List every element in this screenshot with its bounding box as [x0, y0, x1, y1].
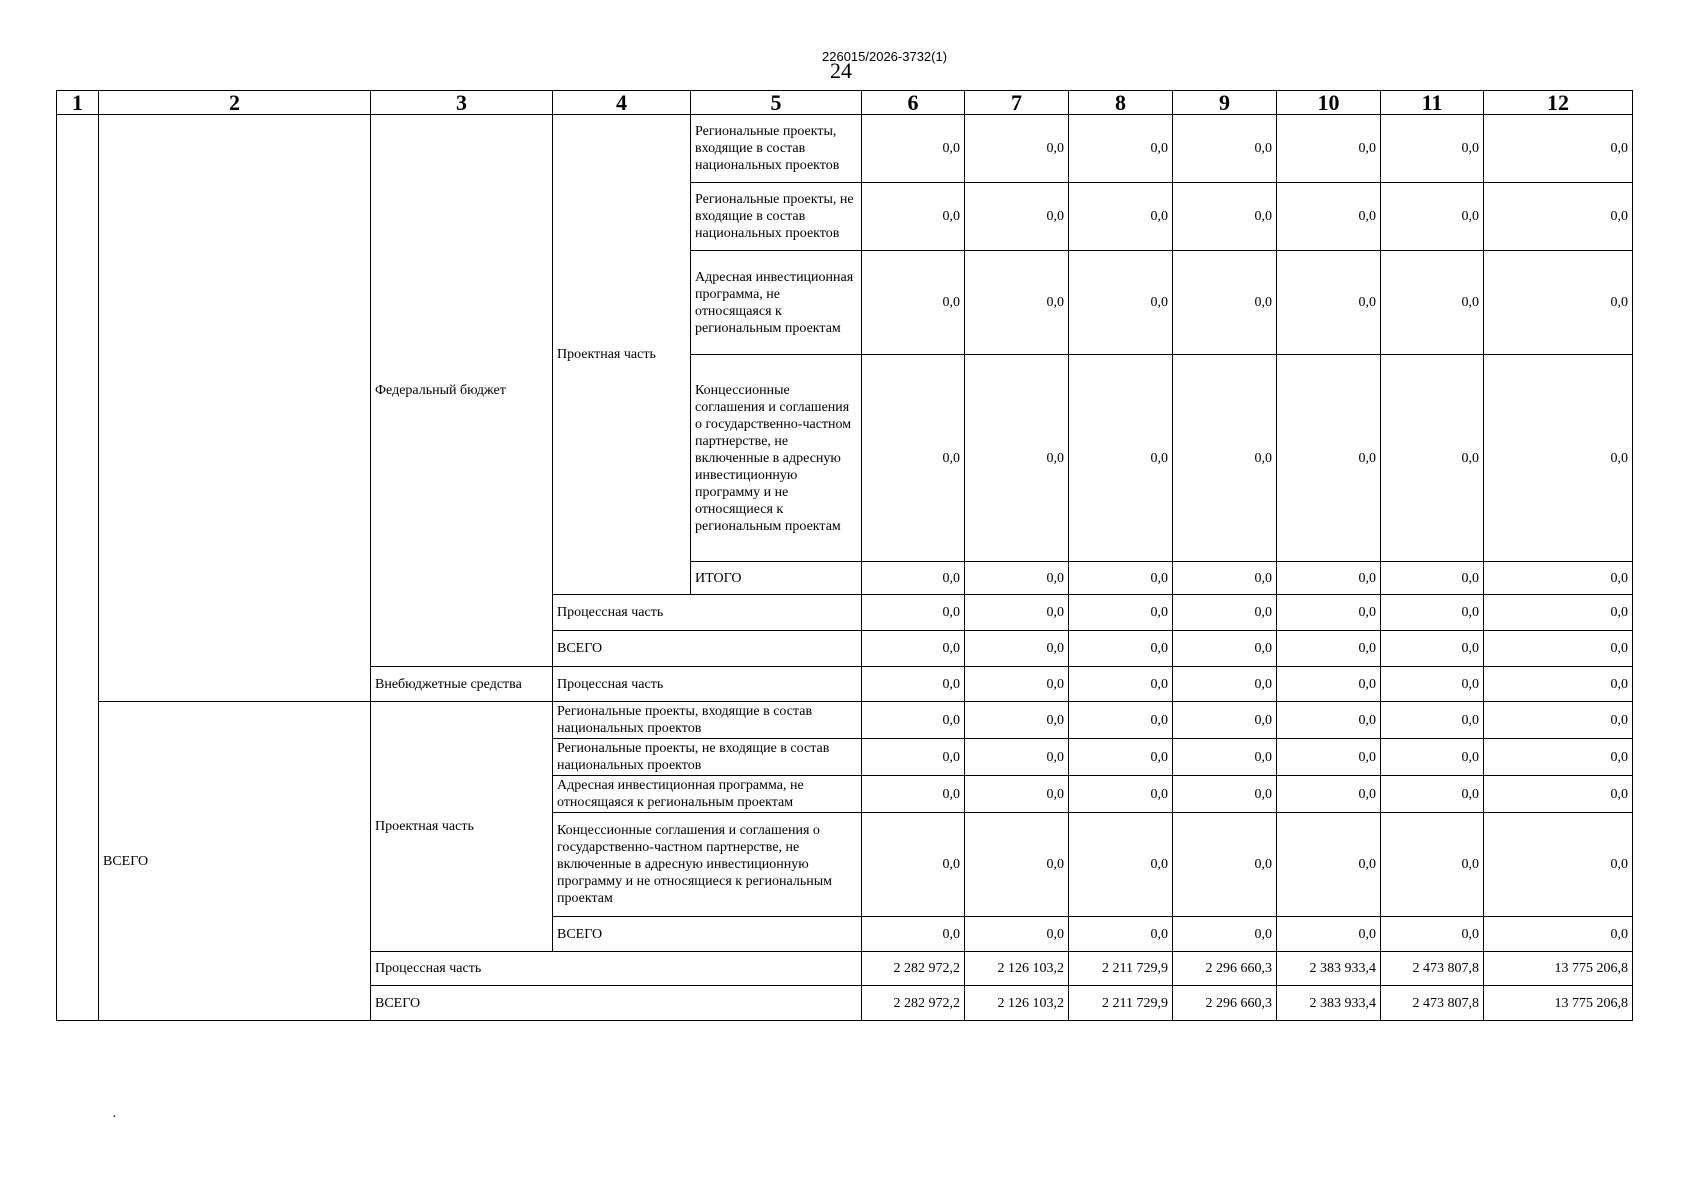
value-cell: 0,0 — [1484, 917, 1633, 952]
fed-project-item-2: Региональные проекты, не входящие в состав национальных проектов — [691, 183, 862, 251]
column-header: 10 — [1277, 91, 1381, 115]
value-cell: 2 126 103,2 — [965, 952, 1069, 986]
program-cell — [99, 115, 371, 702]
value-cell: 0,0 — [1069, 631, 1173, 667]
value-cell: 0,0 — [1173, 813, 1277, 917]
column-header: 7 — [965, 91, 1069, 115]
value-cell: 0,0 — [1069, 562, 1173, 595]
column-header: 4 — [553, 91, 691, 115]
value-cell: 0,0 — [1173, 355, 1277, 562]
source-extrabudgetary: Внебюджетные средства — [371, 667, 553, 702]
value-cell: 0,0 — [862, 702, 965, 739]
value-cell: 0,0 — [965, 562, 1069, 595]
value-cell: 0,0 — [1484, 776, 1633, 813]
value-cell: 0,0 — [1173, 667, 1277, 702]
value-cell: 0,0 — [965, 183, 1069, 251]
value-cell: 0,0 — [862, 562, 965, 595]
fed-total-label: ВСЕГО — [553, 631, 862, 667]
value-cell: 0,0 — [1484, 251, 1633, 355]
value-cell: 0,0 — [1069, 917, 1173, 952]
value-cell: 0,0 — [1173, 631, 1277, 667]
total-process-part-label: Процессная часть — [371, 952, 862, 986]
column-header: 3 — [371, 91, 553, 115]
value-cell: 0,0 — [1277, 355, 1381, 562]
value-cell: 0,0 — [1484, 667, 1633, 702]
value-cell: 0,0 — [965, 631, 1069, 667]
fed-project-item-4: Концессионные соглашения и соглашения о государственно-частном партнерстве, не включенные в адресную инвестиционную программу и не относящиеся к региональным проектам — [691, 355, 862, 562]
value-cell: 0,0 — [862, 595, 965, 631]
value-cell: 0,0 — [862, 776, 965, 813]
value-cell: 0,0 — [1381, 183, 1484, 251]
column-header: 5 — [691, 91, 862, 115]
fed-project-item-1: Региональные проекты, входящие в состав национальных проектов — [691, 115, 862, 183]
value-cell: 0,0 — [965, 739, 1069, 776]
value-cell: 0,0 — [1277, 667, 1381, 702]
value-cell: 13 775 206,8 — [1484, 986, 1633, 1021]
value-cell: 0,0 — [1381, 776, 1484, 813]
value-cell: 0,0 — [1277, 631, 1381, 667]
total-project-part-label: Проектная часть — [371, 702, 553, 952]
value-cell: 0,0 — [1173, 251, 1277, 355]
total-project-item-3: Адресная инвестиционная программа, не относящаяся к региональным проектам — [553, 776, 862, 813]
value-cell: 0,0 — [965, 115, 1069, 183]
value-cell: 2 126 103,2 — [965, 986, 1069, 1021]
table-row — [57, 115, 1633, 183]
column-header: 1 — [57, 91, 99, 115]
value-cell: 2 296 660,3 — [1173, 952, 1277, 986]
value-cell: 0,0 — [965, 251, 1069, 355]
value-cell: 0,0 — [1484, 631, 1633, 667]
value-cell: 0,0 — [1484, 355, 1633, 562]
value-cell: 2 211 729,9 — [1069, 986, 1173, 1021]
value-cell: 0,0 — [1277, 702, 1381, 739]
value-cell: 0,0 — [1381, 562, 1484, 595]
value-cell: 0,0 — [1069, 667, 1173, 702]
value-cell: 0,0 — [862, 813, 965, 917]
value-cell: 0,0 — [1173, 595, 1277, 631]
fed-process-part-label: Процессная часть — [553, 595, 862, 631]
value-cell: 0,0 — [1381, 631, 1484, 667]
value-cell: 0,0 — [1381, 917, 1484, 952]
table-row — [57, 702, 1633, 739]
total-project-total-label: ВСЕГО — [553, 917, 862, 952]
value-cell: 2 473 807,8 — [1381, 986, 1484, 1021]
total-total-label: ВСЕГО — [371, 986, 862, 1021]
row-number-cell — [57, 115, 99, 1021]
value-cell: 0,0 — [1069, 595, 1173, 631]
value-cell: 0,0 — [1069, 183, 1173, 251]
value-cell: 0,0 — [965, 355, 1069, 562]
value-cell: 0,0 — [965, 776, 1069, 813]
value-cell: 0,0 — [1069, 251, 1173, 355]
value-cell: 0,0 — [1173, 739, 1277, 776]
column-header: 9 — [1173, 91, 1277, 115]
value-cell: 0,0 — [1484, 115, 1633, 183]
column-header: 8 — [1069, 91, 1173, 115]
value-cell: 0,0 — [1069, 813, 1173, 917]
value-cell: 0,0 — [862, 251, 965, 355]
value-cell: 0,0 — [965, 595, 1069, 631]
value-cell: 0,0 — [1173, 776, 1277, 813]
value-cell: 0,0 — [1277, 595, 1381, 631]
value-cell: 0,0 — [965, 813, 1069, 917]
value-cell: 0,0 — [862, 739, 965, 776]
total-project-item-1: Региональные проекты, входящие в состав национальных проектов — [553, 702, 862, 739]
value-cell: 0,0 — [1484, 562, 1633, 595]
value-cell: 0,0 — [1277, 115, 1381, 183]
total-project-item-2: Региональные проекты, не входящие в состав национальных проектов — [553, 739, 862, 776]
document-stamp: 226015/2026-3732(1) — [822, 49, 948, 64]
value-cell: 0,0 — [1173, 917, 1277, 952]
value-cell: 0,0 — [862, 355, 965, 562]
value-cell: 0,0 — [862, 183, 965, 251]
value-cell: 0,0 — [1484, 702, 1633, 739]
value-cell: 0,0 — [1484, 813, 1633, 917]
extra-process-part-label: Процессная часть — [553, 667, 862, 702]
value-cell: 0,0 — [1277, 776, 1381, 813]
value-cell: 0,0 — [1173, 115, 1277, 183]
value-cell: 0,0 — [965, 917, 1069, 952]
fed-project-part-label: Проектная часть — [553, 115, 691, 595]
column-header: 12 — [1484, 91, 1633, 115]
column-header: 2 — [99, 91, 371, 115]
value-cell: 0,0 — [1381, 739, 1484, 776]
value-cell: 0,0 — [862, 667, 965, 702]
value-cell: 0,0 — [1381, 251, 1484, 355]
value-cell: 2 211 729,9 — [1069, 952, 1173, 986]
value-cell: 0,0 — [1484, 595, 1633, 631]
value-cell: 2 296 660,3 — [1173, 986, 1277, 1021]
source-federal-budget: Федеральный бюджет — [371, 115, 553, 667]
budget-table — [56, 90, 1633, 1021]
value-cell: 0,0 — [965, 667, 1069, 702]
value-cell: 0,0 — [1069, 776, 1173, 813]
value-cell: 0,0 — [1173, 702, 1277, 739]
scan-speck: · — [112, 1110, 117, 1125]
value-cell: 2 473 807,8 — [1381, 952, 1484, 986]
value-cell: 0,0 — [1277, 183, 1381, 251]
value-cell: 0,0 — [862, 917, 965, 952]
value-cell: 0,0 — [1381, 702, 1484, 739]
value-cell: 0,0 — [862, 115, 965, 183]
grand-total-label: ВСЕГО — [99, 702, 371, 1021]
value-cell: 2 282 972,2 — [862, 952, 965, 986]
value-cell: 13 775 206,8 — [1484, 952, 1633, 986]
value-cell: 0,0 — [1069, 115, 1173, 183]
column-header: 11 — [1381, 91, 1484, 115]
value-cell: 0,0 — [1277, 813, 1381, 917]
page-number: 24 — [830, 58, 852, 83]
value-cell: 0,0 — [1069, 702, 1173, 739]
value-cell: 0,0 — [1173, 183, 1277, 251]
value-cell: 0,0 — [1069, 739, 1173, 776]
fed-project-item-3: Адресная инвестиционная программа, не относящаяся к региональным проектам — [691, 251, 862, 355]
value-cell: 0,0 — [1381, 813, 1484, 917]
value-cell: 0,0 — [1069, 355, 1173, 562]
value-cell: 0,0 — [965, 702, 1069, 739]
value-cell: 0,0 — [1381, 355, 1484, 562]
total-project-item-4: Концессионные соглашения и соглашения о государственно-частном партнерстве, не включенные в адресную инвестиционную программу и не относящиеся к региональным проектам — [553, 813, 862, 917]
value-cell: 0,0 — [862, 631, 965, 667]
value-cell: 2 383 933,4 — [1277, 986, 1381, 1021]
fed-itogo-label: ИТОГО — [691, 562, 862, 595]
value-cell: 0,0 — [1484, 739, 1633, 776]
value-cell: 2 383 933,4 — [1277, 952, 1381, 986]
value-cell: 0,0 — [1277, 917, 1381, 952]
value-cell: 0,0 — [1173, 562, 1277, 595]
value-cell: 2 282 972,2 — [862, 986, 965, 1021]
value-cell: 0,0 — [1277, 739, 1381, 776]
value-cell: 0,0 — [1277, 562, 1381, 595]
value-cell: 0,0 — [1277, 251, 1381, 355]
value-cell: 0,0 — [1381, 667, 1484, 702]
value-cell: 0,0 — [1381, 115, 1484, 183]
value-cell: 0,0 — [1484, 183, 1633, 251]
column-header: 6 — [862, 91, 965, 115]
column-number-row — [57, 91, 1633, 115]
value-cell: 0,0 — [1381, 595, 1484, 631]
